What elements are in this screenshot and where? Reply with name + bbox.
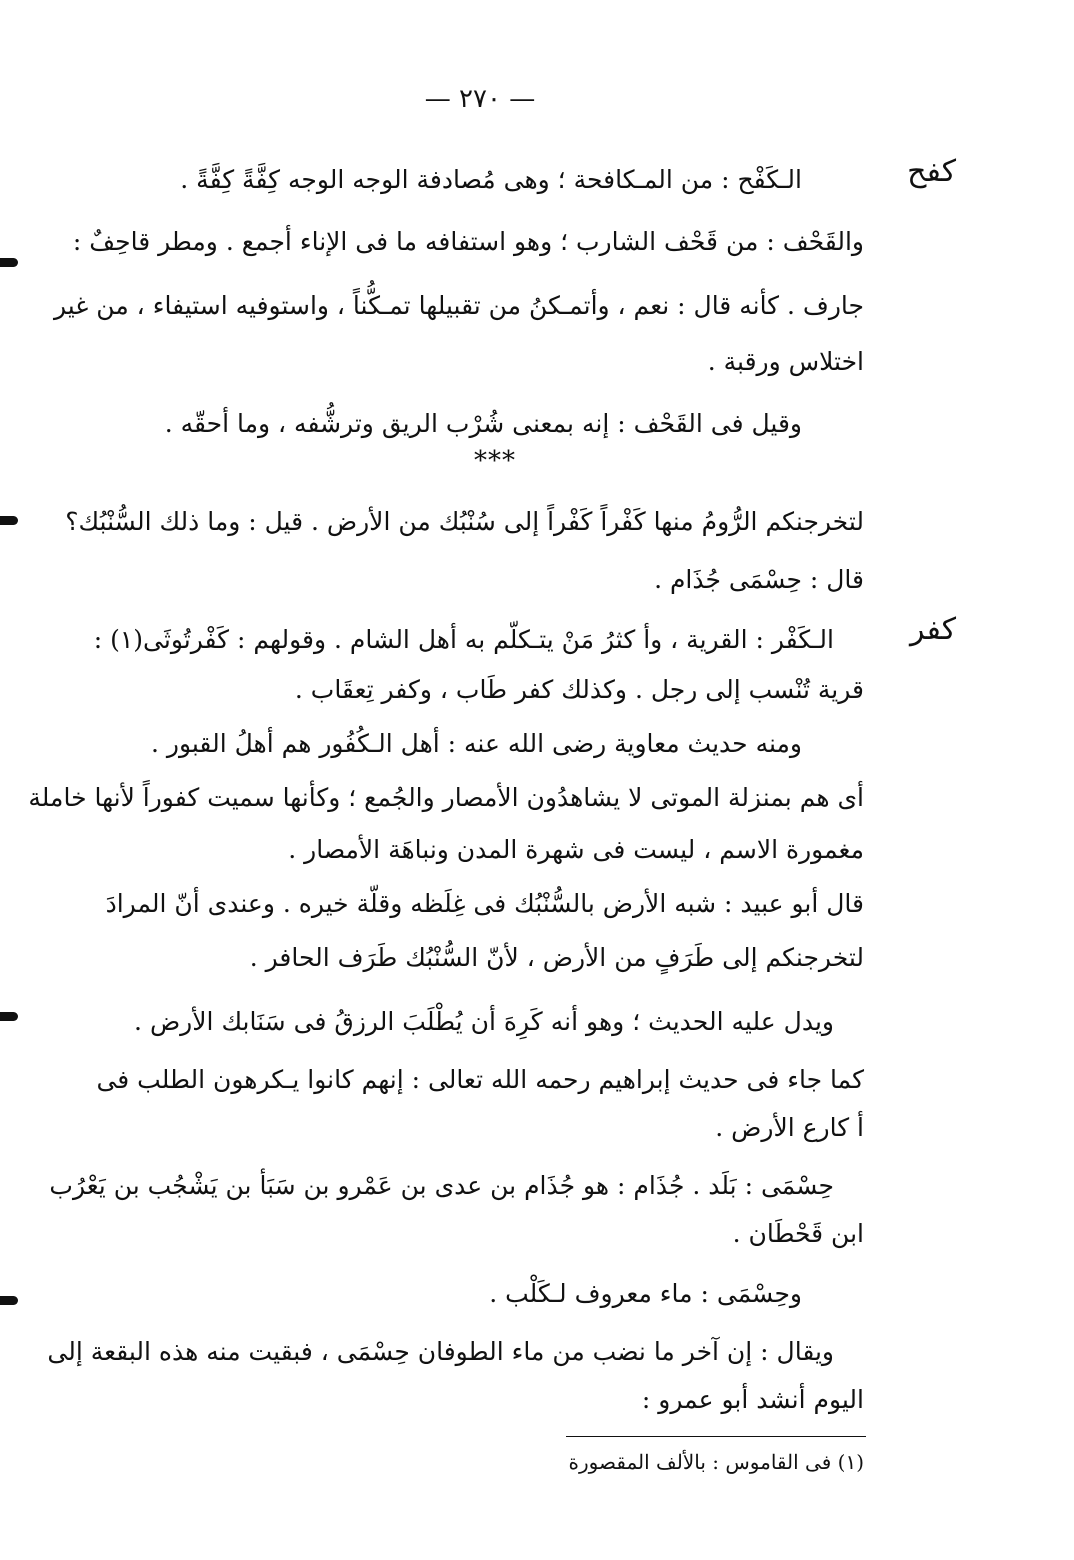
text-line: حِسْمَى : بَلَد . جُذَام : هو جُذَام بن عدى بن عَمْرو بن سَبَأ بن يَشْجُب بن يَعْرُب — [49, 1171, 834, 1200]
footnote: (١) فى القاموس : بالألف المقصورة — [568, 1450, 864, 1474]
text-line: اختلاس ورقبة . — [707, 347, 864, 376]
footnote-divider — [566, 1436, 866, 1437]
binding-mark — [0, 258, 18, 267]
text-line: لتخرجنكم الرُّومُ منها كَفْراً كَفْراً إلى سُنْبُك من الأرض . قيل : وما ذلك السُّنْبُك؟ — [65, 507, 864, 536]
page-number: — ٢٧٠ — — [424, 84, 536, 114]
text-line: وحِسْمَى : ماء معروف لـكَلْب . — [489, 1279, 802, 1308]
text-line: قال أبو عبيد : شبه الأرض بالسُّنْبُك فى غِلَظه وقلّة خيره . وعندى أنّ المرادَ — [105, 889, 864, 918]
text-line: الـكَفْح : من المـكافحة ؛ وهى مُصادفة الوجه الوجه كِفَّةً كِفَّةً . — [180, 165, 802, 194]
section-separator: *** — [474, 446, 516, 476]
binding-mark — [0, 1296, 18, 1305]
text-line: قرية تُنْسب إلى رجل . وكذلك كفر طَاب ، وكفر تِعقَاب . — [294, 675, 864, 704]
text-line: وقيل فى القَحْف : إنه بمعنى شُرْب الريق وترشُّفه ، وما أحقّه . — [164, 409, 802, 438]
text-line: مغمورة الاسم ، ليست فى شهرة المدن ونباهَة الأمصار . — [288, 835, 864, 864]
text-line: ويدل عليه الحديث ؛ وهو أنه كَرِهَ أن يُطْلَبَ الرزقُ فى سَنَابك الأرض . — [134, 1007, 834, 1036]
margin-entry-kafar: كفر — [909, 612, 956, 647]
text-line: والقَحْف : من قَحْف الشارب ؛ وهو استفافه ما فى الإناء أجمع . ومطر قاحِفٌ : — [72, 227, 864, 256]
binding-mark — [0, 1012, 18, 1021]
text-line: لتخرجنكم إلى طَرَفٍ من الأرض ، لأنّ السُّنْبُك طَرَف الحافر . — [249, 943, 864, 972]
binding-mark — [0, 516, 18, 525]
text-line: أى هم بمنزلة الموتى لا يشاهدُون الأمصار والجُمع ؛ وكأنها سميت كفوراً لأنها خاملة — [28, 783, 864, 812]
text-line: جارف . كأنه قال : نعم ، وأتمـكنُ من تقبيلها تمـكُّناً ، واستوفيه استيفاء ، من غير — [53, 291, 864, 320]
text-line: ويقال : إن آخر ما نضب من ماء الطوفان حِسْمَى ، فبقيت منه هذه البقعة إلى — [47, 1337, 834, 1366]
text-line: ابن قَحْطَان . — [732, 1219, 864, 1248]
text-line: اليوم أنشد أبو عمرو : — [641, 1385, 864, 1414]
text-line: قال : حِسْمَى جُذَام . — [654, 565, 864, 594]
text-line: ومنه حديث معاوية رضى الله عنه : أهل الـكُفُور هم أهلُ القبور . — [151, 729, 802, 758]
text-line: كما جاء فى حديث إبراهيم رحمه الله تعالى : إنهم كانوا يـكرهون الطلب فى — [96, 1065, 864, 1094]
margin-entry-kafah: كفح — [907, 154, 956, 189]
text-line: أ كارع الأرض . — [715, 1113, 864, 1142]
text-line: الـكَفْر : القرية ، وأ كثرُ مَنْ يتـكلّم به أهل الشام . وقولهم : كَفْرتُوثَى(١) : — [93, 625, 834, 654]
